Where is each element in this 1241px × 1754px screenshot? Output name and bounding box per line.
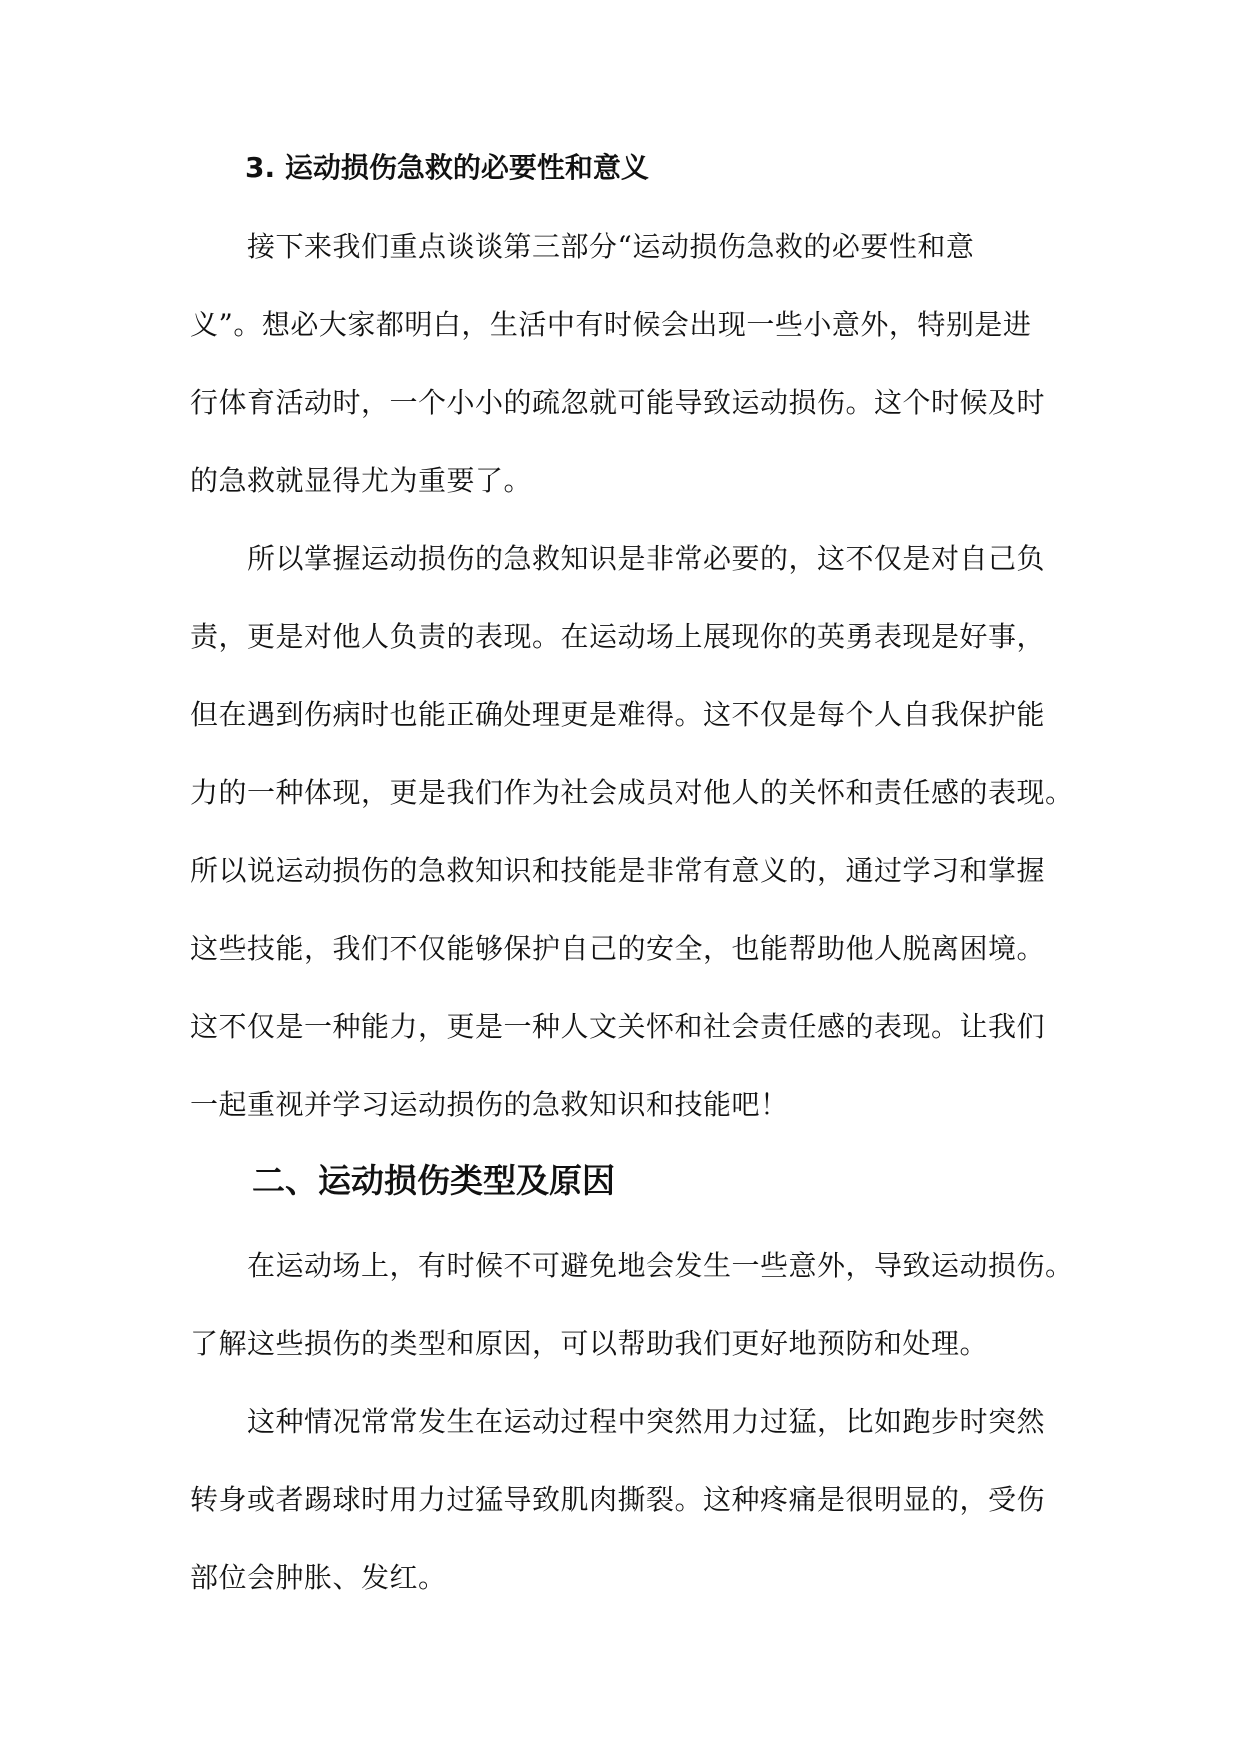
paragraph-line: 义”。想必大家都明白，生活中有时候会出现一些小意外，特别是进 — [190, 308, 1032, 341]
paragraph-line: 在运动场上，有时候不可避免地会发生一些意外，导致运动损伤。 — [247, 1249, 1074, 1282]
paragraph-line: 行体育活动时，一个小小的疏忽就可能导致运动损伤。这个时候及时 — [190, 386, 1046, 419]
paragraph-line: 力的一种体现，更是我们作为社会成员对他人的关怀和责任感的表现。 — [190, 776, 1074, 809]
paragraph-line: 接下来我们重点谈谈第三部分“运动损伤急救的必要性和意 — [247, 230, 975, 263]
section-heading-necessity: 3. 运动损伤急救的必要性和意义 — [245, 151, 649, 184]
paragraph-line: 了解这些损伤的类型和原因，可以帮助我们更好地预防和处理。 — [190, 1327, 989, 1360]
paragraph-line: 这种情况常常发生在运动过程中突然用力过猛，比如跑步时突然 — [247, 1405, 1046, 1438]
section-heading-injury-types: 二、运动损伤类型及原因 — [252, 1161, 615, 1200]
paragraph-line: 这不仅是一种能力，更是一种人文关怀和社会责任感的表现。让我们 — [190, 1010, 1046, 1043]
paragraph-line: 但在遇到伤病时也能正确处理更是难得。这不仅是每个人自我保护能 — [190, 698, 1046, 731]
paragraph-line: 转身或者踢球时用力过猛导致肌肉撕裂。这种疼痛是很明显的，受伤 — [190, 1483, 1046, 1516]
paragraph-line: 的急救就显得尤为重要了。 — [190, 464, 533, 497]
paragraph-line: 所以掌握运动损伤的急救知识是非常必要的，这不仅是对自己负 — [247, 542, 1046, 575]
paragraph-line: 这些技能，我们不仅能够保护自己的安全，也能帮助他人脱离困境。 — [190, 932, 1046, 965]
paragraph-line: 部位会肿胀、发红。 — [190, 1561, 447, 1594]
paragraph-line: 责，更是对他人负责的表现。在运动场上展现你的英勇表现是好事， — [190, 620, 1046, 653]
paragraph-line: 所以说运动损伤的急救知识和技能是非常有意义的，通过学习和掌握 — [190, 854, 1046, 887]
paragraph-line: 一起重视并学习运动损伤的急救知识和技能吧！ — [190, 1088, 789, 1121]
